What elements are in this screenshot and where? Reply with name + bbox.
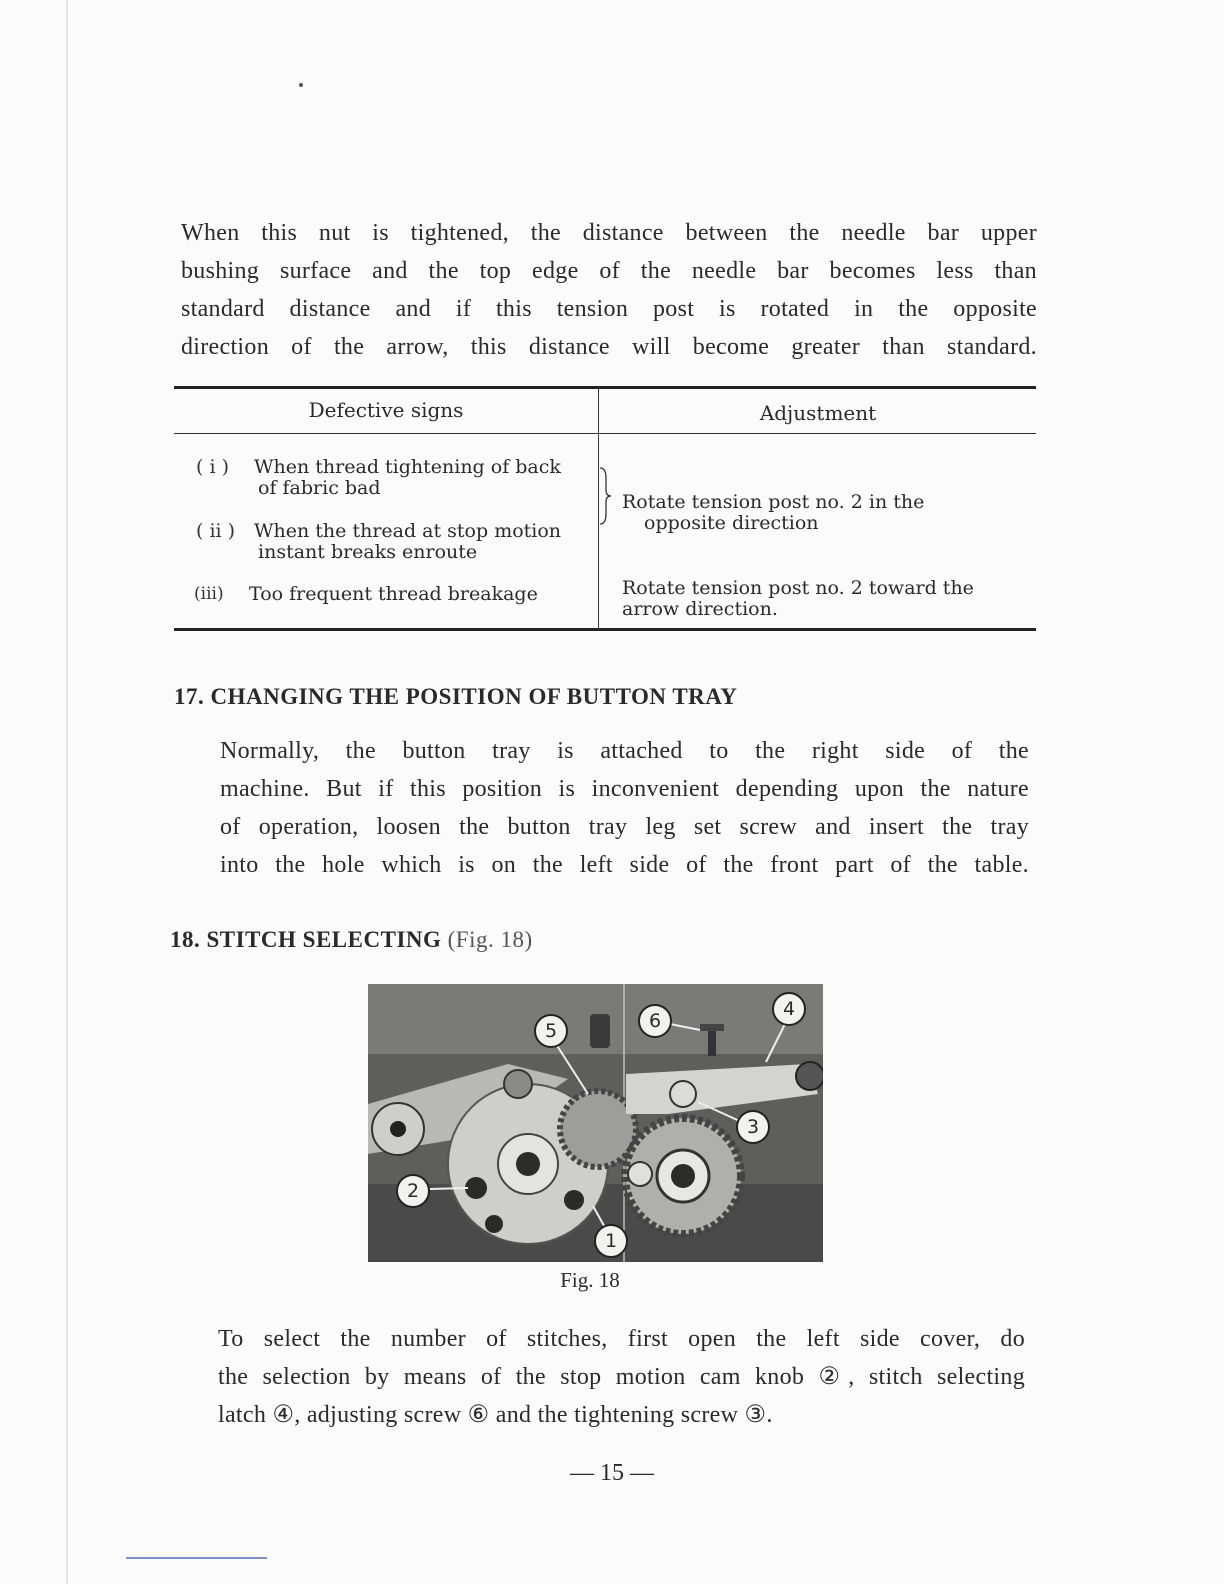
intro-paragraph xyxy=(181,214,1037,366)
paragraph-line: into the hole which is on the left side of the front part of the table. xyxy=(220,852,1029,878)
callout-1-badge: 1 xyxy=(594,1224,628,1258)
defective-sign xyxy=(254,521,561,563)
paragraph-line: the selection by means of the stop motion cam knob ②, stitch selecting xyxy=(218,1364,1025,1390)
section-17-paragraph xyxy=(174,732,1029,884)
callout-5-badge: 5 xyxy=(534,1014,568,1048)
paragraph-line: bushing surface and the top edge of the needle bar becomes less than xyxy=(181,258,1037,284)
figure-caption: Fig. 18 xyxy=(560,1268,620,1292)
paragraph-line: standard distance and if this tension post is rotated in the opposite xyxy=(181,296,1037,322)
callout-3-badge: 3 xyxy=(736,1110,770,1144)
callout-4-badge: 4 xyxy=(772,992,806,1026)
page-edge-shadow xyxy=(66,0,68,1584)
cell-line: Rotate tension post no. 2 in the xyxy=(622,491,925,513)
adjustment-table xyxy=(174,386,1036,636)
print-speck xyxy=(299,83,303,87)
cell-line: When thread tightening of back xyxy=(254,456,561,478)
header-defective-signs: Defective signs xyxy=(308,398,464,422)
paragraph-line: To select the number of stitches, first open the left side cover, do xyxy=(218,1326,1025,1352)
row-number: ( ii ) xyxy=(196,520,236,542)
cell-line: Too frequent thread breakage xyxy=(249,583,538,605)
adjustment-text xyxy=(622,492,924,534)
defective-sign xyxy=(249,584,538,605)
adjustment-text xyxy=(622,578,974,620)
row-number: (iii) xyxy=(194,584,224,604)
cell-line: Rotate tension post no. 2 toward the xyxy=(622,577,974,599)
figure-reference: (Fig. 18) xyxy=(447,927,533,952)
paragraph-line: machine. But if this position is inconvenient depending upon the nature xyxy=(220,776,1029,802)
callout-2-badge: 2 xyxy=(396,1174,430,1208)
heading-text: 18. STITCH SELECTING xyxy=(170,927,448,952)
table-top-rule xyxy=(174,386,1036,389)
section-17-heading: 17. CHANGING THE POSITION OF BUTTON TRAY xyxy=(174,684,738,709)
paragraph-line: direction of the arrow, this distance will become greater than standard. xyxy=(181,334,1037,360)
table-bottom-rule xyxy=(174,628,1036,631)
header-adjustment: Adjustment xyxy=(759,401,877,425)
cell-line: instant breaks enroute xyxy=(258,541,478,563)
row-number: ( i ) xyxy=(196,456,229,478)
defective-sign xyxy=(254,457,561,499)
paragraph-line: When this nut is tightened, the distance between the needle bar upper xyxy=(181,220,1037,246)
paragraph-line: Normally, the button tray is attached to the right side of the xyxy=(220,738,1029,764)
cell-line: When the thread at stop motion xyxy=(254,520,562,542)
section-18-paragraph xyxy=(172,1320,1025,1434)
cell-line: arrow direction. xyxy=(622,598,778,620)
grouping-brace xyxy=(598,466,612,526)
paragraph-line: of operation, loosen the button tray leg set screw and insert the tray xyxy=(220,814,1029,840)
section-18-heading xyxy=(170,927,533,953)
figure-18-photo xyxy=(368,984,823,1262)
table-header-rule xyxy=(174,433,1036,434)
cell-line: opposite direction xyxy=(644,512,819,534)
page-number: — 15 — xyxy=(570,1460,654,1486)
cell-line: of fabric bad xyxy=(258,477,381,499)
callout-6-badge: 6 xyxy=(638,1004,672,1038)
footer-underline xyxy=(126,1557,267,1559)
paragraph-line: latch ④, adjusting screw ⑥ and the tightening screw ③. xyxy=(218,1402,773,1428)
